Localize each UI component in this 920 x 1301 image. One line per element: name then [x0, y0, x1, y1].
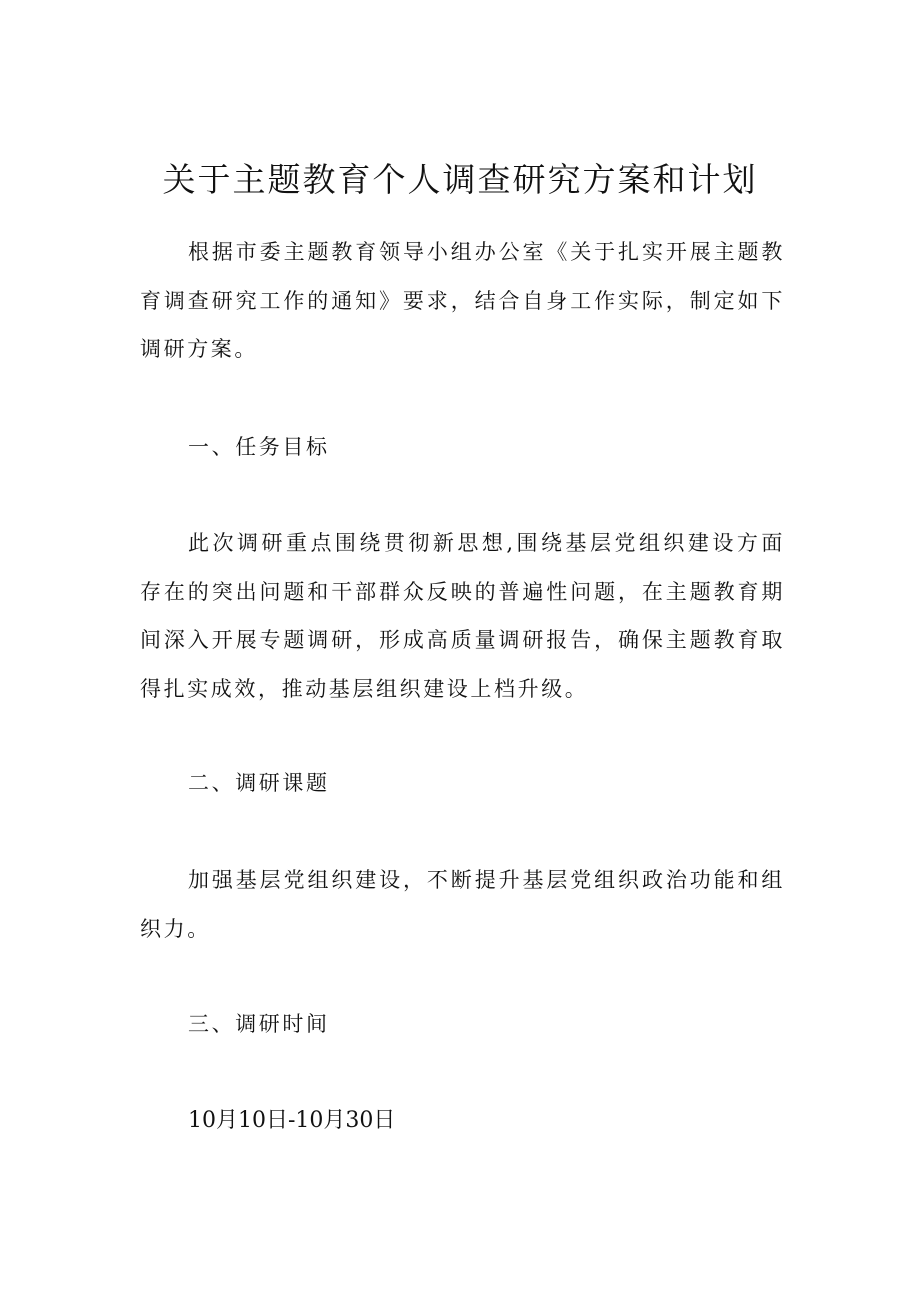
section-body-task-goals: 此次调研重点围绕贯彻新思想,围绕基层党组织建设方面存在的突出问题和干部群众反映的普遍性问题，在主题教育期间深入开展专题调研，形成高质量调研报告，确保主题教育取得扎实成效，推动基层组织建设上档升级。 — [140, 531, 785, 701]
section-body-research-time: 10月10日-10月30日 — [188, 1108, 396, 1133]
intro-paragraph: 根据市委主题教育领导小组办公室《关于扎实开展主题教育调查研究工作的通知》要求，结合自身工作实际，制定如下调研方案。 — [140, 240, 785, 361]
section-heading-research-topic: 二、调研课题 — [188, 771, 330, 795]
section-heading-task-goals: 一、任务目标 — [188, 435, 330, 459]
section-body-research-topic: 加强基层党组织建设，不断提升基层党组织政治功能和组织力。 — [140, 868, 785, 941]
document-title: 关于主题教育个人调查研究方案和计划 — [162, 160, 758, 199]
section-heading-research-time: 三、调研时间 — [188, 1012, 330, 1036]
